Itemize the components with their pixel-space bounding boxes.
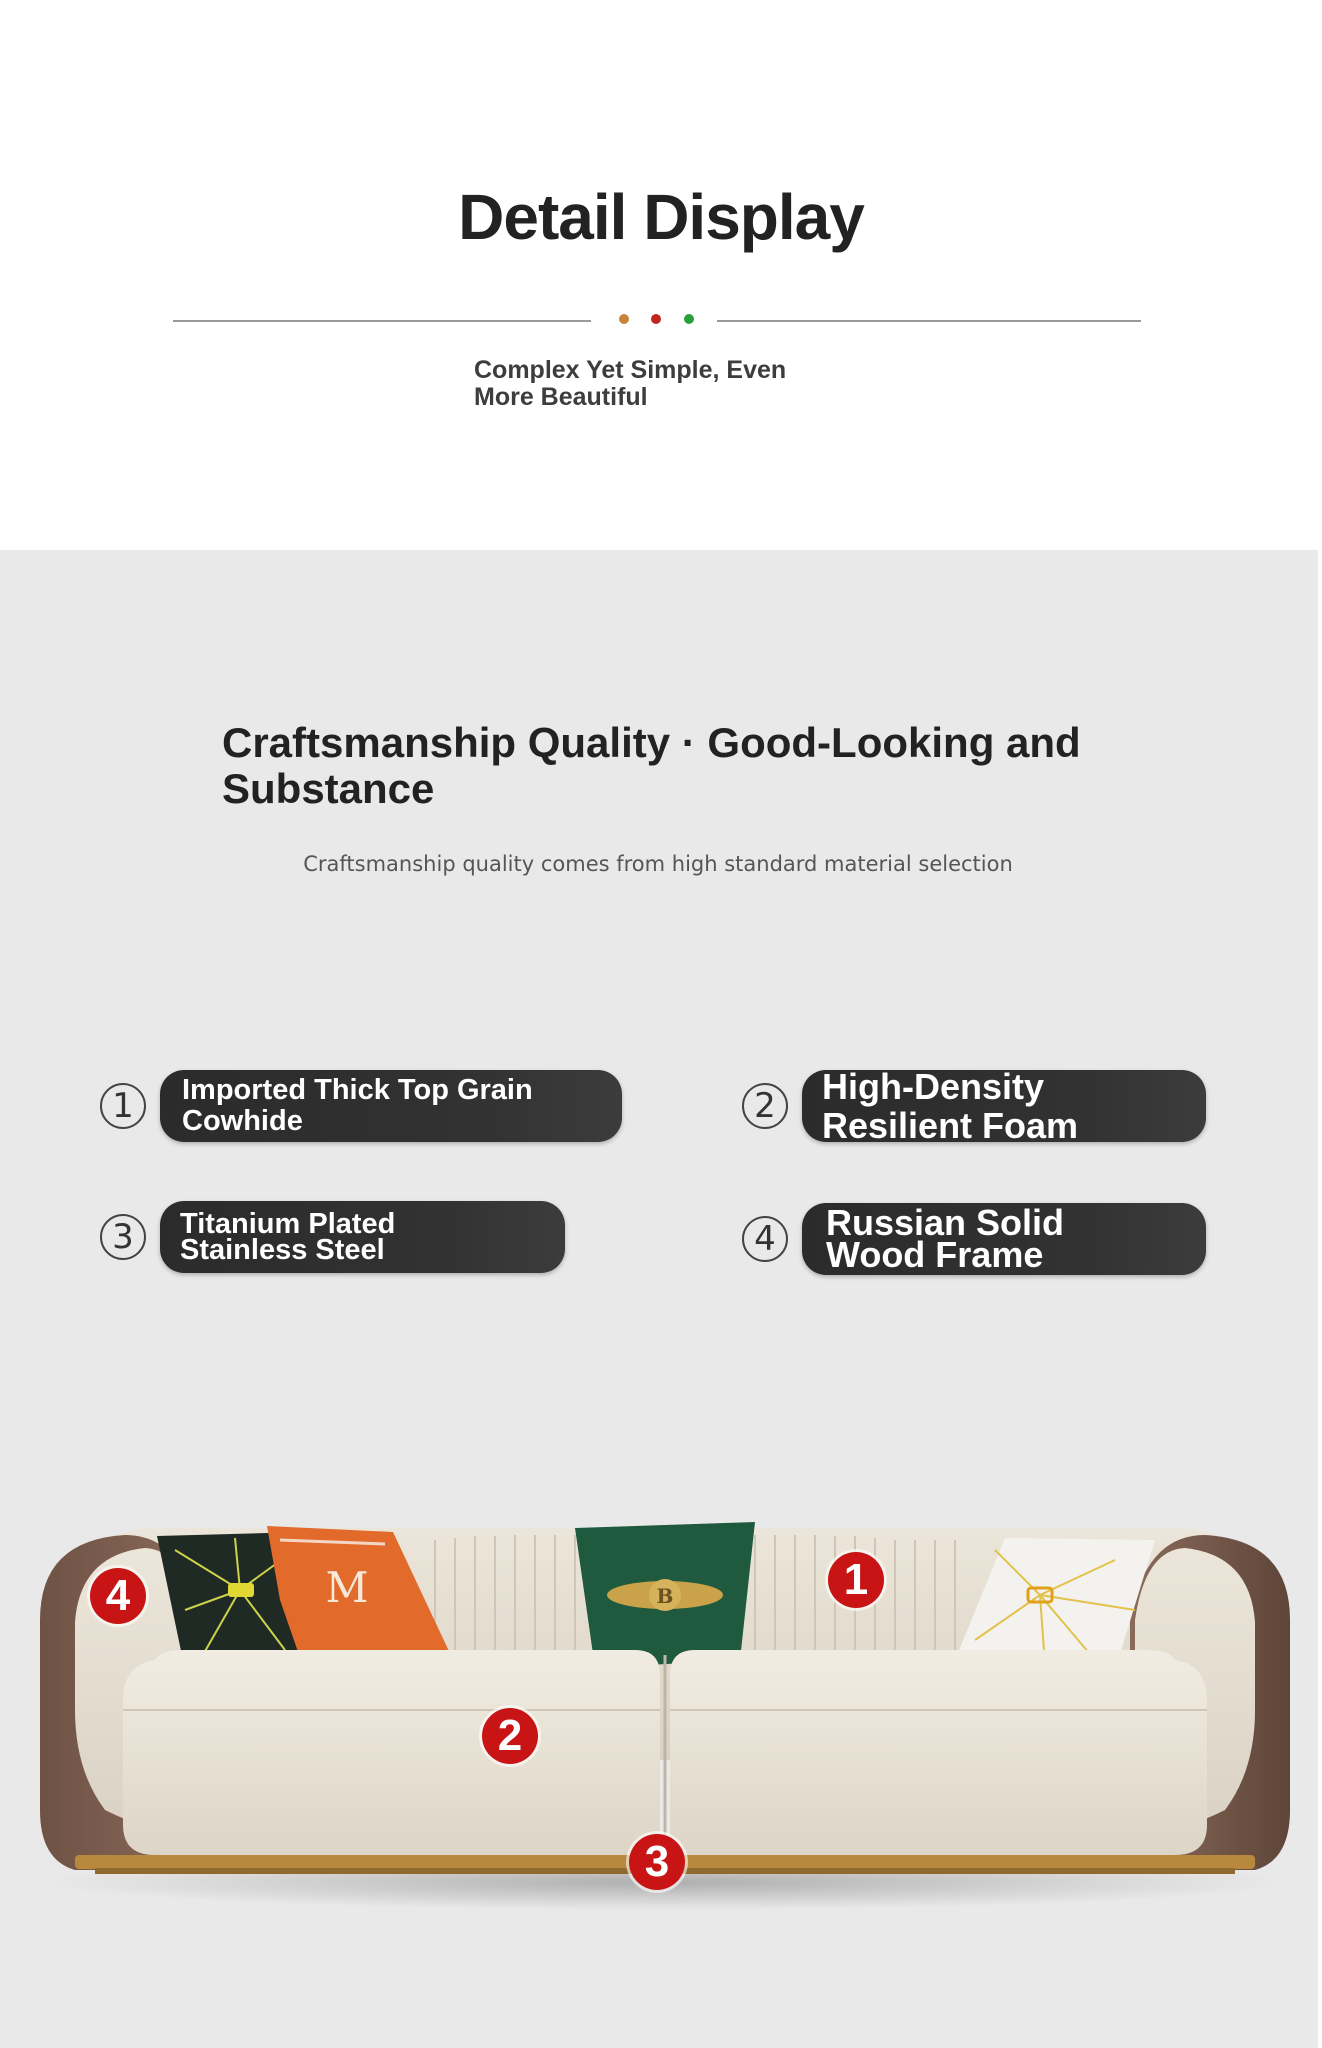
sofa-marker-3: 3 bbox=[629, 1834, 685, 1890]
feature-label-4: Russian Solid Wood Frame bbox=[826, 1202, 1065, 1275]
decor-dot-green bbox=[684, 314, 694, 324]
divider-left bbox=[173, 320, 591, 322]
feature-label-pill-2 bbox=[802, 1066, 1206, 1146]
divider-right bbox=[717, 320, 1141, 322]
pillow-letter-b: B bbox=[656, 1584, 674, 1608]
feature-number-3: 3 bbox=[100, 1214, 146, 1260]
decor-dot-orange bbox=[619, 314, 629, 324]
feature-number-2: 2 bbox=[742, 1083, 788, 1129]
sofa-image bbox=[35, 1510, 1295, 1930]
feature-label-3: Titanium Plated Stainless Steel bbox=[180, 1208, 396, 1266]
feature-number-4: 4 bbox=[742, 1216, 788, 1262]
section-heading: Craftsmanship Quality · Good-Looking and Substance bbox=[222, 719, 1081, 812]
feature-label-1: Imported Thick Top Grain Cowhide bbox=[182, 1074, 533, 1137]
page-title: Detail Display bbox=[458, 181, 864, 253]
header-section bbox=[0, 0, 1322, 550]
feature-number-1: 1 bbox=[100, 1083, 146, 1129]
sofa-marker-4: 4 bbox=[90, 1568, 146, 1624]
pillow-letter-m: M bbox=[325, 1563, 369, 1612]
feature-label-pill-3 bbox=[160, 1201, 565, 1273]
sofa-marker-1: 1 bbox=[828, 1552, 884, 1608]
feature-label-pill-4 bbox=[802, 1203, 1206, 1275]
section-caption: Craftsmanship quality comes from high standard material selection bbox=[303, 852, 1013, 876]
sofa-marker-2: 2 bbox=[482, 1708, 538, 1764]
page-subtitle: Complex Yet Simple, Even More Beautiful bbox=[474, 356, 787, 411]
decor-dot-red bbox=[651, 314, 661, 324]
feature-label-2: High-Density Resilient Foam bbox=[822, 1066, 1079, 1146]
feature-label-pill-1 bbox=[160, 1070, 622, 1142]
